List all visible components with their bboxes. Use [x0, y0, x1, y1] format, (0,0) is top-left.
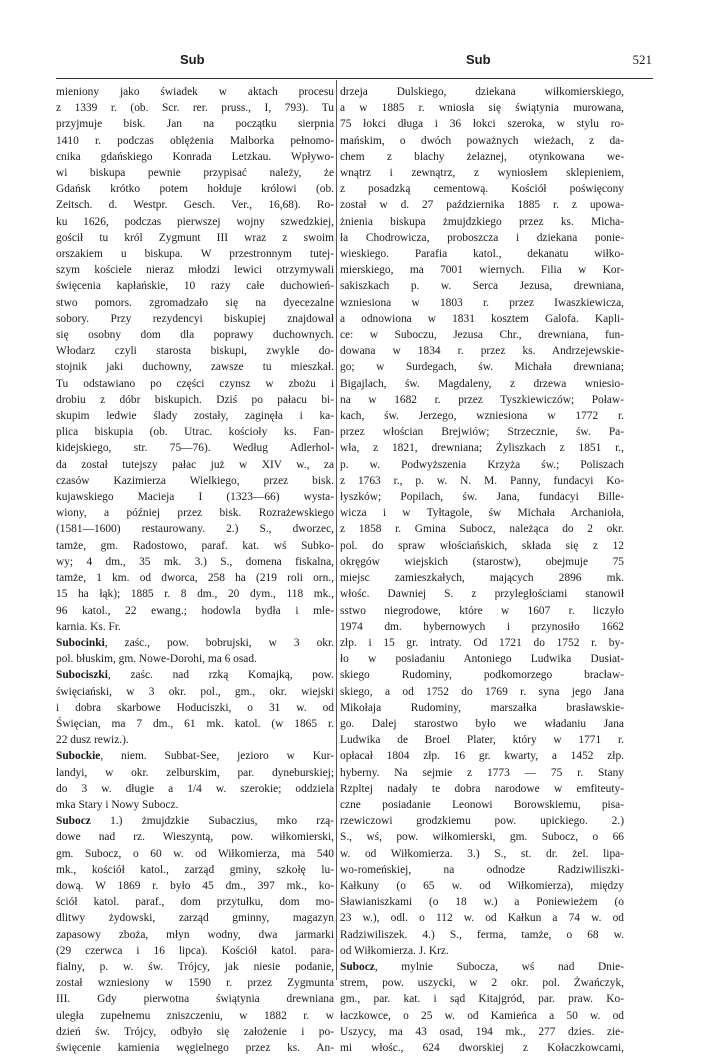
text-line: wnątrz i zewnątrz, z wyniosłem sklepieniem,: [340, 167, 624, 180]
text-line: ła Chodrowicza, proboszcza i dziekana ponie-: [340, 231, 624, 244]
text-line: wicza i w Tyłtagole, św Michała Archanioła,: [340, 507, 624, 520]
text-line: Włodarz czyli starosta biskupi, zwykle do-: [56, 345, 334, 358]
text-line: a odnowiona w 1831 kosztem Galofa. Kapli-: [340, 312, 624, 325]
text-line: gościł tu król Zygmunt III wraz z swoim: [56, 231, 334, 244]
text-line: plica biskupia (ob. Utrac. kościoły ks. Fan-: [56, 426, 334, 439]
text-line: szym kościele nieraz młodzi lewici otrzymywali: [56, 264, 334, 277]
running-header: [56, 52, 652, 72]
header-right-word: Sub: [466, 52, 491, 67]
text-line: opłacał 1804 złp. 16 gr. kwarty, a 1452 złp.: [340, 750, 624, 763]
text-line: 22 dusz rewiz.).: [56, 734, 129, 747]
text-line: sstwo niegrodowe, które w 1607 r. liczyło: [340, 604, 624, 617]
text-line: drzeja Dulskiego, dziekana wiłkomierskiego,: [340, 86, 624, 98]
text-line: z 1858 r. Gmina Subocz, należąca do 2 okr.: [340, 523, 624, 536]
text-line: ściół katol. paraf., dom przytułku, dom mo-: [56, 896, 334, 909]
text-line: czne posiadanie Leonowi Borowskiemu, pisa-: [340, 798, 624, 811]
text-line: tamże, 1 km. od dworca, 258 ha (219 roli orn.,: [56, 572, 334, 585]
text-line: wzniesiona w 1803 r. przez Iwaszkiewicza,: [340, 296, 624, 309]
text-line: wieskiego. Parafia katol., dekanatu wiłko-: [340, 248, 624, 261]
text-line: święciański, w 3 okr. pol., gm., okr. wiejski: [56, 685, 334, 698]
text-line: Gdańsk krótko potem hołduje królowi (ob.: [56, 183, 334, 196]
text-line: Subocinki, zaśc., pow. bobrujski, w 3 okr.: [56, 636, 334, 649]
text-line: skiego, a od 1752 do 1769 r. syna jego Jana: [340, 685, 624, 698]
text-line: Święcian, ma 7 dm., 61 mk. katol. (w 1865 r.: [56, 717, 334, 730]
text-line: do 3 w. długie a 1/4 w. szerokie; oddziela: [56, 782, 334, 795]
text-line: złp. i 15 gr. intraty. Od 1721 do 1752 r. by-: [340, 636, 624, 649]
text-line: landyi, w okr. zelburskim, par. dyneburskiej;: [56, 766, 334, 779]
text-line: przez włościan Brejwiów; Strzecznie, św. Pa-: [340, 426, 624, 439]
text-line: Radziwiliszek. 4.) S., ferma, tamże, o 68 w.: [340, 928, 624, 941]
text-line: Uszycy, ma 43 osad, 194 mk., 277 dzies. zie-: [340, 1025, 624, 1038]
text-line: Ludwika de Broel Plater, który w 1771 r.: [340, 734, 624, 747]
header-left-word: Sub: [180, 52, 205, 67]
text-line: stwo pomors. zgromadzało się na dyecezalne: [56, 296, 334, 309]
text-line: mieniony jako świadek w aktach procesu: [56, 86, 334, 98]
text-line: dowana w 1834 r. przez ks. Andrzejewskie-: [340, 345, 624, 358]
header-rule: [56, 78, 653, 79]
text-line: hyberny. Na sejmie z 1773 — 75 r. Stany: [340, 766, 624, 779]
text-line: 96 katol., 22 ewang.; hodowla bydła i mle-: [56, 604, 334, 617]
text-line: został w d. 27 października 1885 r. z upowa-: [340, 199, 624, 212]
text-line: wi biskupa pewnie przypisać należy, że: [56, 167, 334, 180]
text-line: (29 czerwca i 16 lipca). Kościół katol. para-: [56, 944, 334, 957]
entry-headword: Subocz: [340, 960, 375, 973]
text-line: cnika gdańskiego Konrada Letzkau. Wpływo-: [56, 150, 334, 163]
text-line: wo-romeńskiej, na odnodze Radziwiliszki-: [340, 863, 624, 876]
text-line: czasów Kazimierza Wielkiego, przez bisk.: [56, 474, 334, 487]
text-line: na w 1682 r. przez Tyszkiewiczów; Poław-: [340, 393, 624, 406]
text-line: święcenia kapłańskie, 10 razy całe duchowień-: [56, 280, 334, 293]
text-line: ce: w Suboczu, Jezusa Chr., drewniana, fun-: [340, 329, 624, 342]
text-line: dowe nad rz. Wieszyntą, pow. wiłkomierski,: [56, 831, 334, 844]
text-line: strem, pow. uszycki, w 2 okr. pol. Żwańczyk,: [340, 977, 624, 990]
text-line: wy; 4 dm., 35 mk. 3.) S., domena fiskalna,: [56, 555, 334, 568]
text-line: gm. Subocz, o 60 w. od Wiłkomierza, ma 540: [56, 847, 334, 860]
text-line: sobory. Przy rezydencyi biskupiej znajdował: [56, 312, 334, 325]
text-line: Subociszki, zaśc. nad rzką Komajką, pow.: [56, 669, 334, 682]
text-line: Bigajlach, św. Magdaleny, z drzewa wniesio-: [340, 377, 624, 390]
text-line: kach, św. Jerzego, wzniesiona w 1772 r.: [340, 410, 624, 423]
text-line: został wzniesiony w 1590 r. przez Zygmunta: [56, 977, 334, 990]
text-line: go. Dalej starostwo było we władaniu Jana: [340, 717, 624, 730]
text-line: p. w. Podwyższenia Krzyża św.; Poliszach: [340, 458, 624, 471]
text-line: orszakiem u biskupa. W przestronnym tutej-: [56, 248, 334, 261]
text-line: uległa zupełnemu zniszczeniu, w 1882 r. w: [56, 1009, 334, 1022]
text-line: III. Gdy pierwotna świątynia drewniana: [56, 993, 334, 1006]
text-line: ło w posiadaniu Antoniego Ludwika Dusiat-: [340, 653, 624, 666]
text-line: skiego Rudominy, podkomorzego bracław-: [340, 669, 624, 682]
text-line: wła, z 1821, drewniana; Żyliszkach z 1851 r.,: [340, 442, 624, 455]
text-line: z posadzką cementową. Kościół poświęcony: [340, 183, 624, 196]
text-line: go; w Surdegach, św. Michała drewniana;: [340, 361, 624, 374]
text-line: da został tutejszy pałac już w XIV w., za: [56, 458, 334, 471]
text-line: karnia. Ks. Fr.: [56, 620, 121, 633]
text-line: z 1763 r., p. w. N. M. Panny, fundacyi Ko-: [340, 474, 624, 487]
text-line: dową. W 1869 r. było 45 dm., 397 mk., ko-: [56, 879, 334, 892]
text-line: dlitwy żydowski, zarząd gminny, magazyn: [56, 912, 334, 925]
text-line: mi włośc., 624 dworskiej z Kołaczkowcami,: [340, 1041, 624, 1054]
text-line: Kałkuny (o 65 w. od Wiłkomierza), między: [340, 879, 624, 892]
text-line: fialny, p. w. św. Trójcy, jak niesie podanie,: [56, 960, 334, 973]
text-line: łaczkowce, o 25 w. od Kamieńca a 50 w. od: [340, 1009, 624, 1022]
text-line: w. od Wiłkomierza. 3.) S., st. dr. żel. lipa-: [340, 847, 624, 860]
left-column: [56, 84, 334, 1054]
text-line: Rzpltej nadały te dobra narodowe w emfiteuty-: [340, 782, 624, 795]
text-line: 1974 dm. hybernowych i przynosiło 1662: [340, 620, 624, 633]
text-line: drobiu z dóbr biskupich. Dziś po pałacu bi-: [56, 393, 334, 406]
text-line: Zeitsch. d. Westpr. Gesch. Ver., 16,68). Ro-: [56, 199, 334, 212]
text-line: mk., kościół katol., zarząd gminy, szkołę lu-: [56, 863, 334, 876]
text-line: sakiszkach p. w. Serca Jezusa, drewniana,: [340, 280, 624, 293]
entry-headword: Subocz: [56, 815, 91, 828]
text-line: łyszków; Popilach, św. Jana, fundacyi Bille-: [340, 491, 624, 504]
text-line: a w 1885 r. wniosła się świątynia murowana,: [340, 102, 624, 115]
text-line: mierskiego, ma 7001 wiernych. Filia w Kor-: [340, 264, 624, 277]
text-line: (1581—1600) restaurowany. 2.) S., dworzec,: [56, 523, 334, 536]
text-line: 15 ha łąk); 1885 r. 8 dm., 20 dym., 118 mk.,: [56, 588, 334, 601]
text-line: Sławianiszkami (o 18 w.) a Poniewieżem (o: [340, 896, 624, 909]
text-line: z 1339 r. (ob. Scr. rer. pruss., I, 793). Tu: [56, 102, 334, 115]
text-line: święcenie kamienia węgielnego przez ks. An-: [56, 1041, 334, 1054]
text-line: tamże, gm. Radostowo, paraf. kat. wś Subko-: [56, 539, 334, 552]
text-line: S., wś, pow. wiłkomierski, gm. Subocz, o 66: [340, 831, 624, 844]
text-line: chem z blachy żelaznej, otynkowana we-: [340, 150, 624, 163]
entry-headword: Subociszki: [56, 669, 108, 682]
text-line: od Wiłkomierza. J. Krz.: [340, 944, 449, 957]
text-line: mka Stary i Nowy Subocz.: [56, 798, 179, 811]
text-line: 23 w.), odl. o 112 w. od Kałkun a 74 w. od: [340, 912, 624, 925]
text-line: Subockie, niem. Subbat-See, jezioro w Kur-: [56, 750, 334, 763]
text-line: skupim ledwie ślady zostały, zaginęła i ka-: [56, 410, 334, 423]
text-line: ku 1626, podczas pierwszej wojny szwedzkiej,: [56, 215, 334, 228]
text-line: Subocz, mylnie Subocza, wś nad Dnie-: [340, 960, 624, 973]
text-line: zapasowy zboża, młyn wodny, dwa jarmarki: [56, 928, 334, 941]
text-line: kidejskiego, str. 75—76). Według Adlerhol-: [56, 442, 334, 455]
text-line: miejsc zamieszkałych, mających 2896 mk.: [340, 572, 624, 585]
text-line: się osobny dom dla poprawy duchownych.: [56, 329, 334, 342]
text-line: włośc. Dawniej S. z przyległościami stanowił: [340, 588, 624, 601]
text-line: 75 łokci długa i 36 łokci szeroka, w stylu ro-: [340, 118, 624, 131]
entry-headword: Subocinki: [56, 636, 105, 649]
text-line: żnienia biskupa żmujdzkiego przez ks. Micha-: [340, 215, 624, 228]
text-line: Subocz 1.) żmujdzkie Subaczius, mko rzą-: [56, 815, 334, 828]
entry-headword: Subockie: [56, 750, 101, 763]
text-line: pol. do spraw włościańskich, składa się z 12: [340, 539, 624, 552]
right-column: [340, 84, 624, 1054]
text-line: i dobra skarbowe Hoduciszki, o 31 w. od: [56, 701, 334, 714]
text-line: okręgów wiejskich (starostw), obejmuje 75: [340, 555, 624, 568]
text-line: gm., par. kat. i sąd Kitajgród, par. praw. Ko-: [340, 993, 624, 1006]
text-line: Mikołaja Rudominy, marszałka brasławskie-: [340, 701, 624, 714]
text-line: kujawskiego Macieja I (1323—66) wysta-: [56, 491, 334, 504]
text-line: 1410 r. podczas oblężenia Malborka pełnomo-: [56, 134, 334, 147]
text-line: stojnik jaki duchowny, zawsze tu mieszkał.: [56, 361, 334, 374]
text-line: mańskim, o dwóch poważnych wieżach, z da-: [340, 134, 624, 147]
column-divider: [336, 80, 337, 980]
text-line: Tu odstawiano po części czynsz w zbożu i: [56, 377, 334, 390]
text-line: wiony, a później przez bisk. Rozrażewskiego: [56, 507, 334, 520]
text-line: dzień św. Trójcy, odbyło się założenie i po-: [56, 1025, 334, 1038]
text-line: pol. błuskim, gm. Nowe-Dorohi, ma 6 osad.: [56, 653, 257, 666]
page-number: 521: [632, 52, 652, 67]
text-line: rzewiczowi grodzkiemu pow. upickiego. 2.): [340, 815, 624, 828]
text-line: przyjmuje bisk. Jan na początku sierpnia: [56, 118, 334, 131]
